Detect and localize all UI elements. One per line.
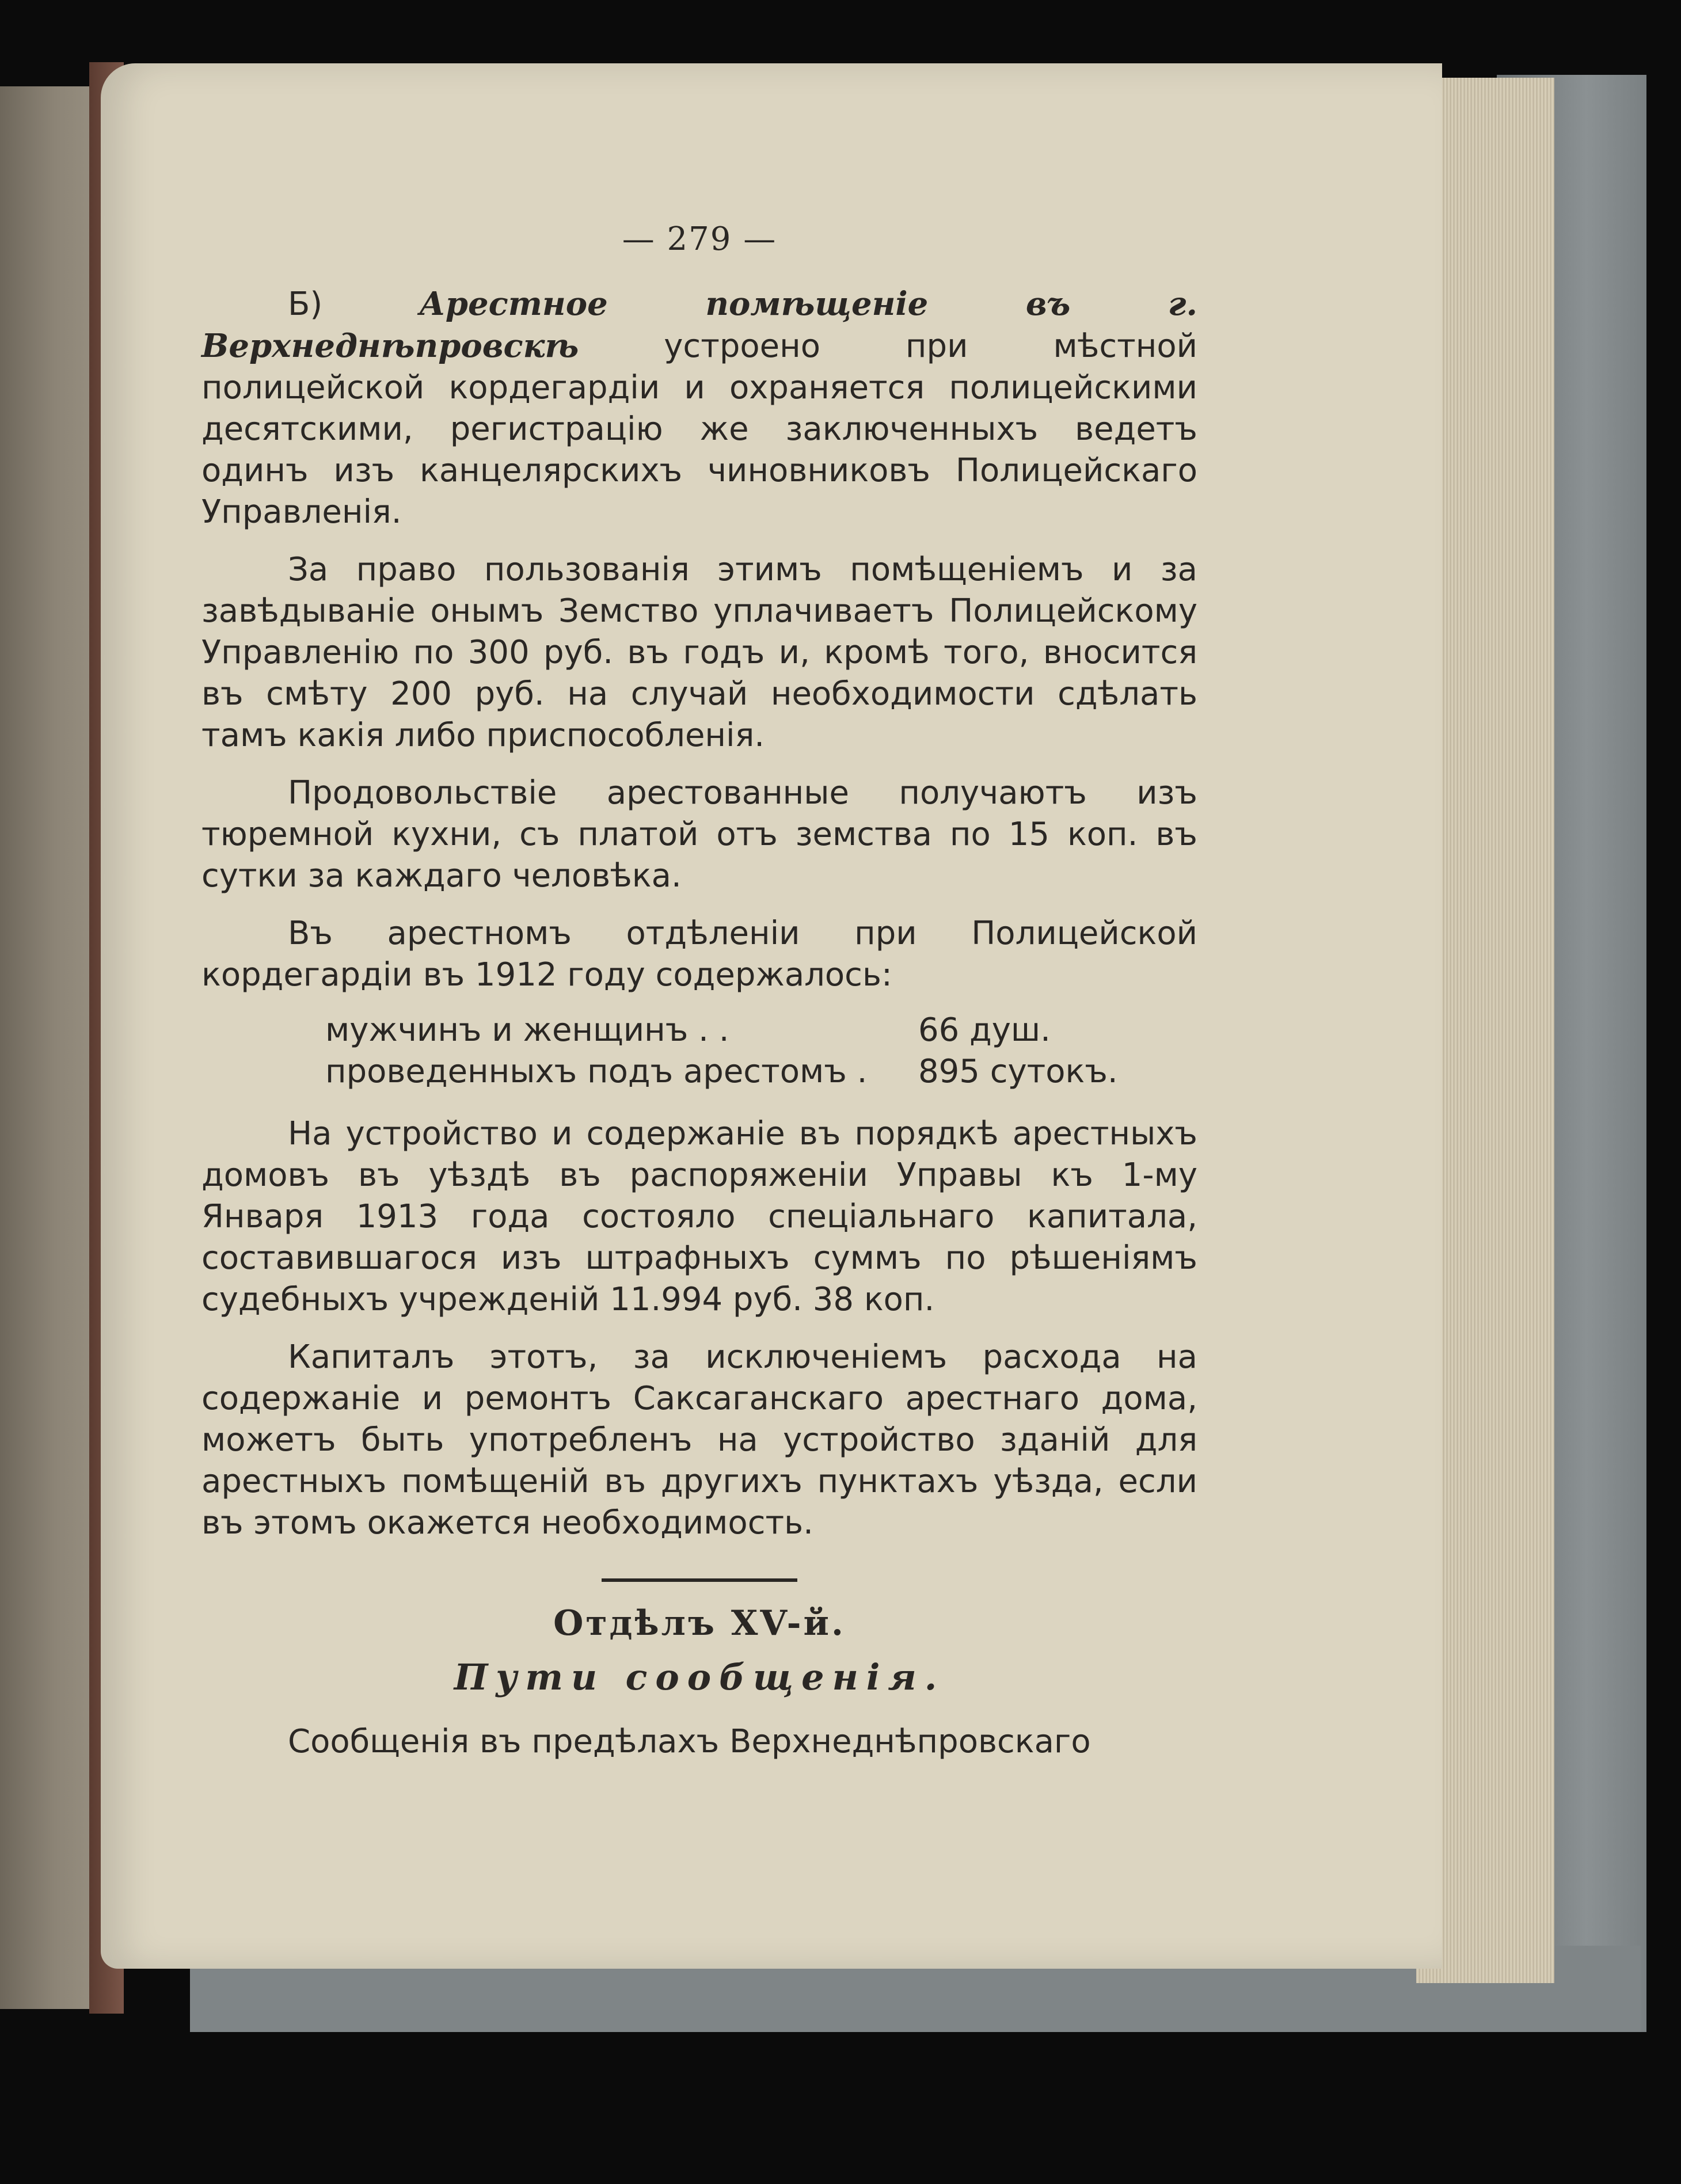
- stat-row: [201, 1051, 1197, 1093]
- paragraph-arrest-premises: [201, 283, 1197, 533]
- stat-row: [201, 1010, 1197, 1051]
- section-subtitle: Пути сообщенія.: [454, 1656, 945, 1698]
- detention-stats: [201, 1010, 1197, 1093]
- paragraph-emphasis: Арестное помѣщеніе въ г. Верхнеднѣпровскѣ: [201, 285, 1197, 365]
- paragraph-body: устроено при мѣстной полицейской кордегардіи и охраняется полицейскими десятскими, регистрацію же заключенныхъ ведетъ одинъ изъ канцелярскихъ чиновниковъ Полицейскаго Управленія.: [201, 328, 1197, 531]
- paragraph-communications: Сообщенія въ предѣлахъ Верхнеднѣпровскаго: [288, 1723, 1091, 1760]
- stat-value: 895 сутокъ.: [918, 1053, 1118, 1090]
- stat-label: проведенныхъ подъ арестомъ .: [325, 1053, 868, 1090]
- section-divider: [602, 1578, 797, 1582]
- section-title: Отдѣлъ XV-й.: [553, 1603, 846, 1643]
- paragraph-provisions: Продовольствіе арестованные получаютъ изъ тюремной кухни, съ платой отъ земства по 15 коп. въ сутки за каждаго человѣка.: [201, 774, 1197, 895]
- paragraph-detainees: Въ арестномъ отдѣленіи при Полицейской кордегардіи въ 1912 году содержалось:: [201, 915, 1197, 994]
- paragraph-capital-use: Капиталъ этотъ, за исключеніемъ расхода на содержаніе и ремонтъ Саксаганскаго арестнаго дома, можетъ быть употребленъ на устройство зданій для арестныхъ помѣщеній въ другихъ пунктахъ уѣзда, если въ этомъ окажется необходимость.: [201, 1338, 1197, 1542]
- paragraph-capital: На устройство и содержаніе въ порядкѣ арестныхъ домовъ въ уѣздѣ въ распоряженіи Управы къ 1-му Января 1913 года состояло спеціальнаго капитала, составившагося изъ штрафныхъ суммъ по рѣшеніямъ судебныхъ учрежденій 11.994 руб. 38 коп.: [201, 1115, 1197, 1318]
- stat-label: мужчинъ и женщинъ . .: [325, 1011, 729, 1049]
- page-text: [201, 219, 1197, 1779]
- page-number: — 279 —: [622, 220, 777, 258]
- paragraph-usage-payment: За право пользованія этимъ помѣщеніемъ и за завѣдываніе онымъ Земство уплачиваетъ Полицейскому Управленію по 300 руб. въ годъ и, кромѣ того, вносится въ смѣту 200 руб. на случай необходимости сдѣлать тамъ какія либо приспособленія.: [201, 551, 1197, 754]
- stat-value: 66 душ.: [918, 1011, 1051, 1049]
- paragraph-prefix: Б): [288, 286, 420, 323]
